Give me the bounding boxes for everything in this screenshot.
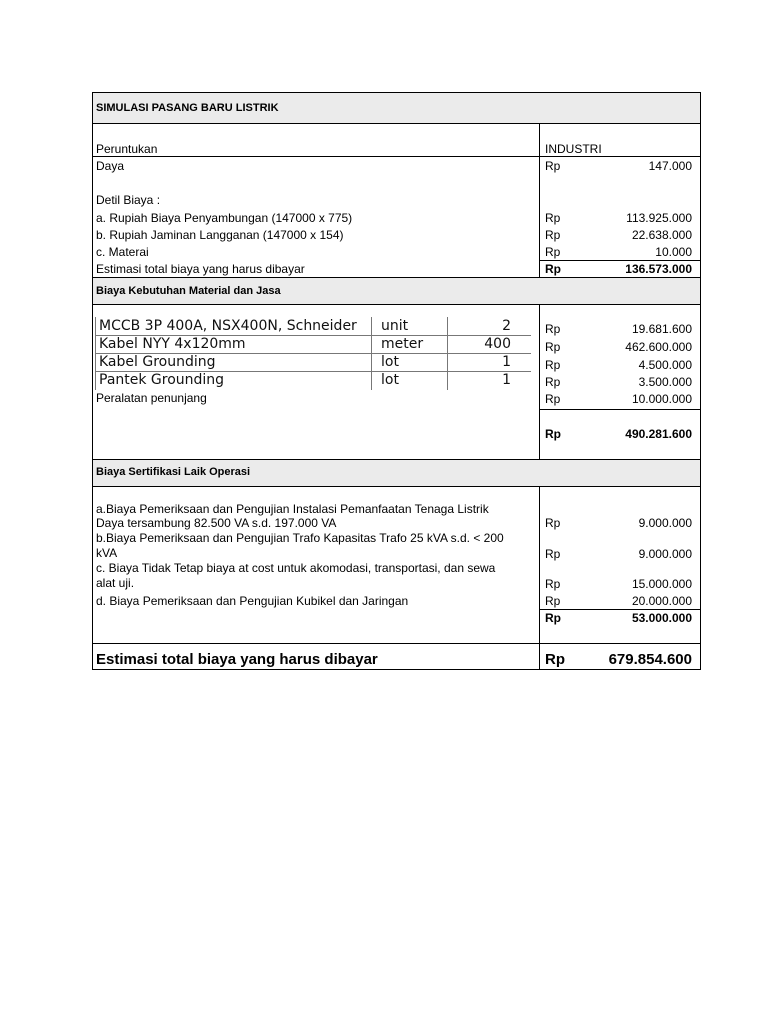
sertifikasi-rp: Rp [545, 594, 561, 608]
grand-total-label: Estimasi total biaya yang harus dibayar [96, 651, 378, 668]
material-qty: 400 [484, 336, 511, 352]
material-amount: 462.600.000 [625, 340, 692, 354]
sertifikasi-item-c: c. Biaya Tidak Tetap biaya at cost untuk akomodasi, transportasi, dan sewa [96, 561, 496, 575]
daya-amount: 147.000 [648, 159, 692, 173]
page-title: SIMULASI PASANG BARU LISTRIK [96, 102, 279, 114]
divider [93, 486, 700, 487]
list-item: a. Rupiah Biaya Penyambungan (147000 x 775) [96, 211, 353, 225]
basic-total-rp: Rp [545, 262, 561, 276]
peruntukan-label: Peruntukan [96, 142, 158, 156]
material-unit: unit [381, 318, 409, 334]
material-rp: Rp [545, 322, 561, 336]
peralatan-label: Peralatan penunjang [96, 391, 207, 405]
list-item: c. Materai [96, 245, 149, 259]
sertifikasi-item-c-cont: alat uji. [96, 576, 135, 590]
item-amount: 10.000 [655, 245, 692, 259]
column-divider [539, 486, 540, 643]
sum-line [539, 260, 700, 261]
cost-simulation-table [92, 92, 701, 670]
sertifikasi-subtotal-amount: 53.000.000 [631, 611, 692, 625]
basic-total-amount: 136.573.000 [625, 262, 692, 276]
material-name: MCCB 3P 400A, NSX400N, Schneider [99, 318, 357, 334]
sertifikasi-amount: 9.000.000 [638, 547, 692, 561]
peralatan-amount: 10.000.000 [631, 392, 692, 406]
material-amount: 19.681.600 [631, 322, 692, 336]
divider [93, 304, 700, 305]
item-rp: Rp [545, 228, 561, 242]
divider [93, 643, 700, 644]
grand-total-rp: Rp [545, 651, 565, 668]
grand-total-amount: 679.854.600 [608, 651, 692, 668]
peralatan-rp: Rp [545, 392, 561, 406]
material-name: Kabel Grounding [99, 354, 216, 370]
sertifikasi-heading: Biaya Sertifikasi Laik Operasi [96, 466, 251, 478]
sertifikasi-item-b-cont: kVA [96, 546, 118, 560]
material-unit: lot [381, 372, 399, 388]
column-divider [539, 643, 540, 669]
material-subtotal-rp: Rp [545, 427, 561, 441]
material-rp: Rp [545, 340, 561, 354]
peruntukan-value: INDUSTRI [545, 142, 602, 156]
basic-total-label: Estimasi total biaya yang harus dibayar [96, 262, 305, 276]
sertifikasi-item-d: d. Biaya Pemeriksaan dan Pengujian Kubikel dan Jaringan [96, 594, 409, 608]
material-name: Pantek Grounding [99, 372, 225, 388]
sertifikasi-amount: 9.000.000 [638, 516, 692, 530]
item-amount: 113.925.000 [626, 211, 692, 225]
sertifikasi-rp: Rp [545, 516, 561, 530]
table-row [95, 336, 531, 353]
material-unit: lot [381, 354, 399, 370]
sertifikasi-item-a-cont: Daya tersambung 82.500 VA s.d. 197.000 VA [96, 516, 337, 530]
table-row [95, 372, 531, 389]
divider [539, 156, 700, 157]
material-rp: Rp [545, 358, 561, 372]
item-amount: 22.638.000 [631, 228, 692, 242]
sertifikasi-item-a: a.Biaya Pemeriksaan dan Pengujian Instalasi Pemanfaatan Tenaga Listrik [96, 502, 489, 516]
daya-label: Daya [96, 159, 125, 173]
daya-rp: Rp [545, 159, 561, 173]
sertifikasi-amount: 20.000.000 [631, 594, 692, 608]
sertifikasi-item-b: b.Biaya Pemeriksaan dan Pengujian Trafo Kapasitas Trafo 25 kVA s.d. < 200 [96, 531, 504, 545]
material-qty: 1 [502, 354, 511, 370]
sertifikasi-amount: 15.000.000 [631, 577, 692, 591]
material-rp: Rp [545, 375, 561, 389]
divider [93, 156, 539, 157]
sertifikasi-rp: Rp [545, 547, 561, 561]
sertifikasi-subtotal-rp: Rp [545, 611, 561, 625]
sum-line [539, 409, 700, 410]
material-unit: meter [381, 336, 424, 352]
table-row [95, 354, 531, 371]
material-amount: 4.500.000 [638, 358, 692, 372]
column-divider [539, 304, 540, 459]
list-item: b. Rupiah Jaminan Langganan (147000 x 154) [96, 228, 344, 242]
sum-line [539, 609, 700, 610]
divider [93, 123, 700, 124]
material-amount: 3.500.000 [638, 375, 692, 389]
material-name: Kabel NYY 4x120mm [99, 336, 246, 352]
item-rp: Rp [545, 245, 561, 259]
material-subtotal-amount: 490.281.600 [625, 427, 692, 441]
table-row [95, 318, 531, 335]
column-divider [539, 123, 540, 277]
item-rp: Rp [545, 211, 561, 225]
sertifikasi-rp: Rp [545, 577, 561, 591]
material-qty: 2 [502, 318, 511, 334]
scanned-material-list [95, 317, 531, 390]
detil-biaya-label: Detil Biaya : [96, 193, 161, 207]
material-qty: 1 [502, 372, 511, 388]
material-heading: Biaya Kebutuhan Material dan Jasa [96, 285, 281, 297]
